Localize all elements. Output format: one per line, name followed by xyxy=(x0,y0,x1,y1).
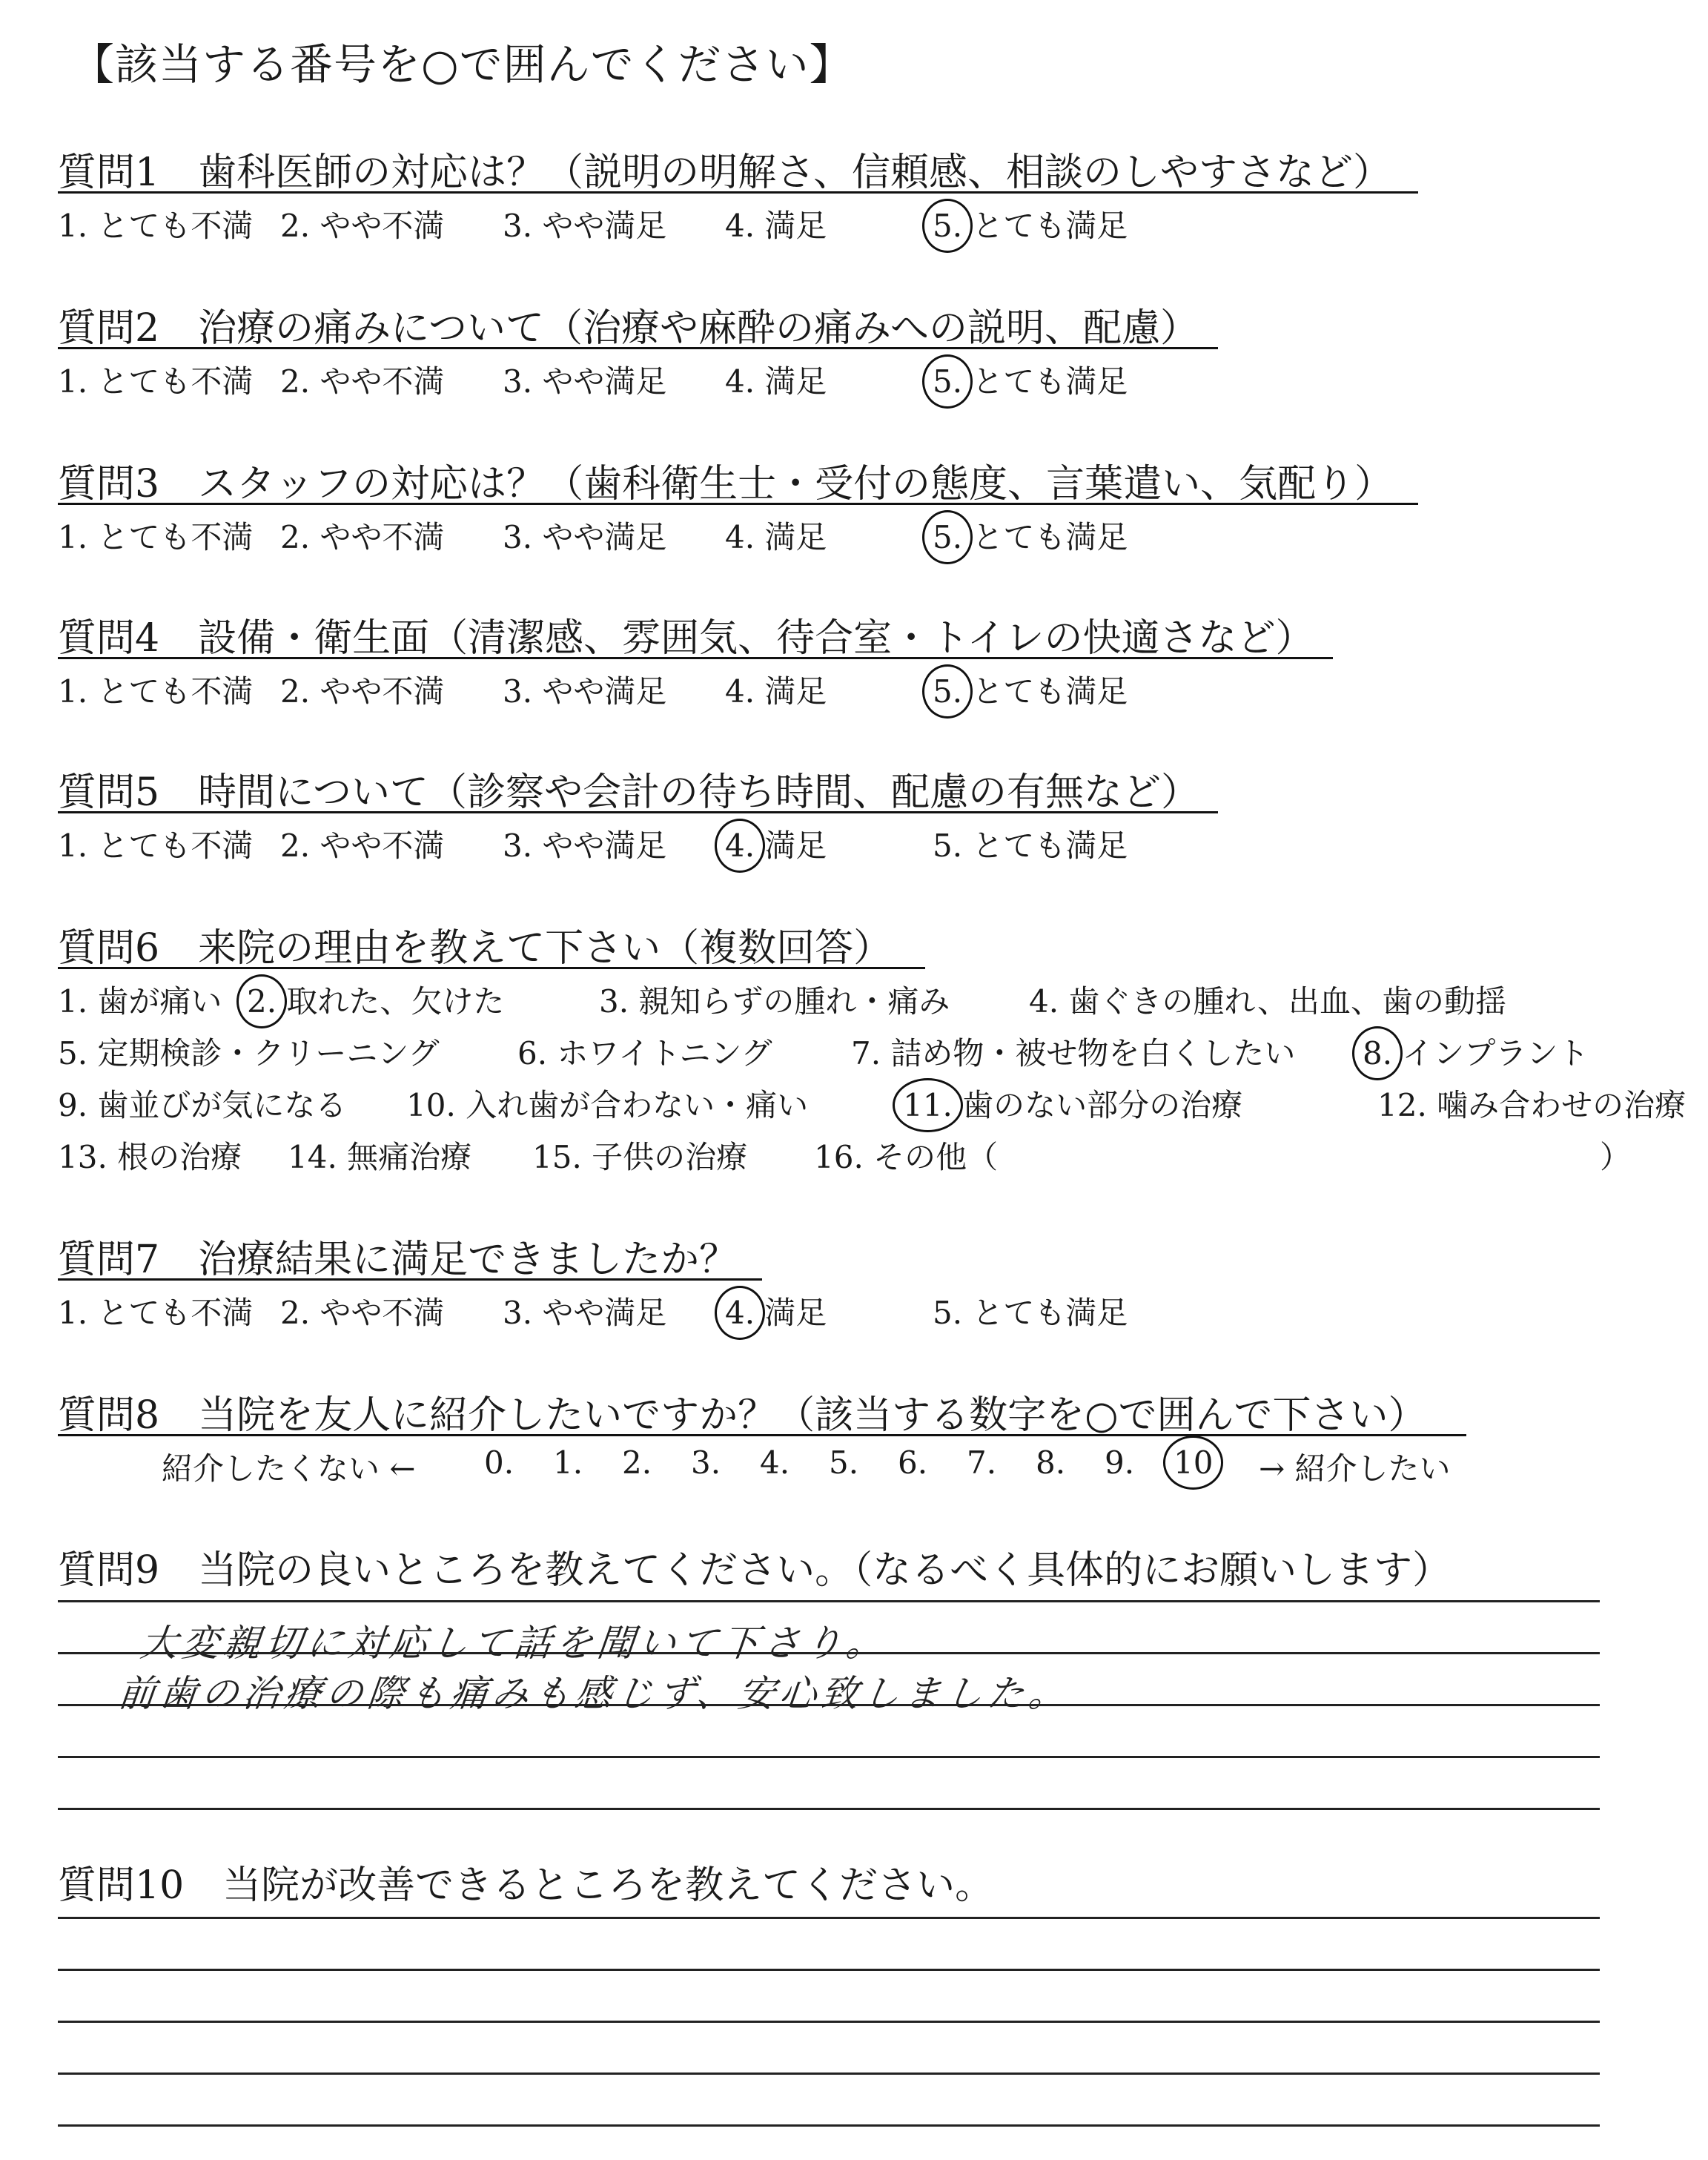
q4-option-5-number: 5. xyxy=(933,673,962,710)
q6-option-13[interactable] xyxy=(58,1133,242,1178)
q1-option-5-selected-circle xyxy=(922,199,973,253)
q6-option-8-number: 8. xyxy=(1363,1035,1392,1071)
q6-option-4-number: 4. xyxy=(1029,983,1059,1020)
q6-option-2-number: 2. xyxy=(247,983,277,1020)
q9-handwritten-answer-1: 大変親切に対応して話を聞いて下さり。 xyxy=(138,1622,890,1665)
q8-number-5-text: 5. xyxy=(829,1444,859,1481)
q5-option-4-label: 満足 xyxy=(755,828,827,864)
q4-option-2[interactable] xyxy=(280,667,444,712)
q6-option-16-label: その他（ xyxy=(863,1139,999,1175)
q6-option-13-label: 根の治療 xyxy=(107,1139,242,1175)
q8-underline xyxy=(58,1434,1466,1436)
q6-option-8[interactable] xyxy=(1363,1029,1589,1074)
q6-option-14-label: 無痛治療 xyxy=(337,1139,472,1175)
q7-option-4[interactable] xyxy=(725,1289,827,1333)
q3-option-1[interactable] xyxy=(58,513,253,558)
q10-title: 質問10 当院が改善できるところを教えてください。 xyxy=(58,1863,994,1908)
q6-option-11[interactable] xyxy=(903,1081,1242,1126)
q8-number-10-text: 10 xyxy=(1174,1444,1213,1481)
q6-option-7-label: 詰め物・被せ物を白くしたい xyxy=(881,1035,1296,1071)
q6-option-15-number: 15. xyxy=(532,1139,582,1175)
q6-option-2-selected-circle xyxy=(236,974,287,1028)
q4-option-4-number: 4. xyxy=(725,673,755,710)
q3-option-5-label: とても満足 xyxy=(962,519,1128,555)
q1-option-5[interactable] xyxy=(933,202,1128,246)
q2-option-2[interactable] xyxy=(280,357,444,402)
q5-option-2-number: 2. xyxy=(280,828,311,864)
q6-option-10-label: 入れ歯が合わない・痛い xyxy=(455,1087,809,1123)
q10-answer-line-1 xyxy=(58,1917,1600,1919)
q6-option-11-selected-circle xyxy=(893,1078,963,1132)
q1-option-3[interactable] xyxy=(503,202,666,246)
q7-option-4-number: 4. xyxy=(725,1295,755,1331)
q4-option-5[interactable] xyxy=(933,667,1128,712)
q2-option-5-selected-circle xyxy=(922,354,973,409)
q9-answer-line-4 xyxy=(58,1756,1600,1758)
q3-option-4-label: 満足 xyxy=(755,519,827,555)
q9-answer-line-1 xyxy=(58,1600,1600,1602)
q8-number-4-text: 4. xyxy=(760,1444,790,1481)
q8-number-8-text: 8. xyxy=(1036,1444,1066,1481)
q7-option-5[interactable] xyxy=(933,1289,1128,1333)
q5-option-5[interactable] xyxy=(933,822,1128,866)
q6-option-8-label: インプラント xyxy=(1392,1035,1589,1071)
q5-option-3-number: 3. xyxy=(503,828,533,864)
q8-selected-circle xyxy=(1163,1436,1223,1490)
q5-option-4-selected-circle xyxy=(715,819,765,873)
q2-option-4-label: 満足 xyxy=(755,363,827,400)
q6-option-15-label: 子供の治療 xyxy=(581,1139,748,1175)
q6-option-9-label: 歯並びが気になる xyxy=(87,1087,347,1123)
q2-option-4[interactable] xyxy=(725,357,827,402)
q5-option-1-number: 1. xyxy=(58,828,88,864)
q6-option-9[interactable] xyxy=(58,1081,346,1126)
q3-option-2-label: やや不満 xyxy=(310,519,445,555)
q6-option-16[interactable] xyxy=(814,1133,998,1178)
q10-answer-line-3 xyxy=(58,2021,1600,2023)
q6-option-12-label: 噛み合わせの治療 xyxy=(1426,1087,1687,1123)
q10-answer-line-5 xyxy=(58,2124,1600,2127)
q7-option-5-number: 5. xyxy=(933,1295,963,1331)
q7-option-1-label: とても不満 xyxy=(87,1295,254,1331)
q3-option-3-label: やや満足 xyxy=(532,519,667,555)
q1-option-2[interactable] xyxy=(280,202,444,246)
q4-option-4[interactable] xyxy=(725,667,827,712)
q5-option-4-number: 4. xyxy=(725,828,755,864)
q4-underline xyxy=(58,657,1333,659)
q6-option-9-number: 9. xyxy=(58,1087,88,1123)
q2-option-3[interactable] xyxy=(503,357,666,402)
q8-number-2-text: 2. xyxy=(622,1444,652,1481)
q1-option-5-label: とても満足 xyxy=(962,208,1128,244)
q6-option-14[interactable] xyxy=(288,1133,471,1178)
q2-option-5[interactable] xyxy=(933,357,1128,402)
q6-option-12[interactable] xyxy=(1377,1081,1686,1126)
q7-option-1-number: 1. xyxy=(58,1295,88,1331)
q1-option-1[interactable] xyxy=(58,202,253,246)
q6-option-5[interactable] xyxy=(58,1029,440,1074)
q3-option-5[interactable] xyxy=(933,513,1128,558)
q4-option-1[interactable] xyxy=(58,667,253,712)
q2-option-1[interactable] xyxy=(58,357,253,402)
q6-option-3-label: 親知らずの腫れ・痛み xyxy=(629,983,950,1020)
q8-number-1[interactable] xyxy=(553,1444,583,1481)
q7-option-3-label: やや満足 xyxy=(532,1295,667,1331)
q4-option-3-number: 3. xyxy=(503,673,533,710)
q8-number-9[interactable] xyxy=(1105,1444,1134,1481)
q8-right-label: → 紹介したい xyxy=(1259,1450,1451,1487)
q3-option-1-label: とても不満 xyxy=(87,519,254,555)
q8-left-label: 紹介したくない ← xyxy=(162,1450,416,1487)
q1-option-2-number: 2. xyxy=(280,208,311,244)
q6-option-3[interactable] xyxy=(599,977,950,1022)
q1-option-3-number: 3. xyxy=(503,208,533,244)
q8-number-0[interactable] xyxy=(484,1444,514,1481)
q4-option-2-label: やや不満 xyxy=(310,673,445,710)
q5-option-2[interactable] xyxy=(280,822,444,866)
q1-option-1-label: とても不満 xyxy=(87,208,254,244)
q6-underline xyxy=(58,967,925,969)
q1-option-4-number: 4. xyxy=(725,208,755,244)
q6-option-16-number: 16. xyxy=(814,1139,864,1175)
q8-number-3[interactable] xyxy=(691,1444,721,1481)
q8-title: 質問8 当院を友人に紹介したいですか？（該当する数字を○で囲んで下さい） xyxy=(58,1393,1427,1438)
q5-option-3-label: やや満足 xyxy=(532,828,667,864)
q8-number-6-text: 6. xyxy=(898,1444,928,1481)
q1-option-1-number: 1. xyxy=(58,208,88,244)
q3-title: 質問3 スタッフの対応は？（歯科衛生士・受付の態度、言葉遣い、気配り） xyxy=(58,462,1394,506)
q2-option-2-number: 2. xyxy=(280,363,311,400)
q6-option-10[interactable] xyxy=(406,1081,808,1126)
q4-option-5-label: とても満足 xyxy=(962,673,1128,710)
q5-option-4[interactable] xyxy=(725,822,827,866)
q6-option-2-label: 取れた、欠けた xyxy=(277,983,505,1020)
q6-option-5-label: 定期検診・クリーニング xyxy=(87,1035,440,1071)
q6-option-6-number: 6. xyxy=(517,1035,548,1071)
q1-option-5-number: 5. xyxy=(933,208,962,244)
q6-option-1-label: 歯が痛い xyxy=(87,983,222,1020)
q8-number-10[interactable] xyxy=(1174,1444,1213,1481)
q3-option-3[interactable] xyxy=(503,513,666,558)
q3-option-5-number: 5. xyxy=(933,519,962,555)
q8-number-3-text: 3. xyxy=(691,1444,721,1481)
q6-title: 質問6 来院の理由を教えて下さい（複数回答） xyxy=(58,926,893,971)
q2-title: 質問2 治療の痛みについて（治療や麻酔の痛みへの説明、配慮） xyxy=(58,306,1199,351)
q3-option-5-selected-circle xyxy=(922,510,973,564)
q2-option-1-number: 1. xyxy=(58,363,88,400)
q9-answer-line-5 xyxy=(58,1808,1600,1810)
q3-option-3-number: 3. xyxy=(503,519,533,555)
q7-option-3[interactable] xyxy=(503,1289,666,1333)
q8-number-1-text: 1. xyxy=(553,1444,583,1481)
q2-option-4-number: 4. xyxy=(725,363,755,400)
q7-option-5-label: とても満足 xyxy=(962,1295,1128,1331)
q6-option-4[interactable] xyxy=(1029,977,1506,1022)
q4-title: 質問4 設備・衛生面（清潔感、雰囲気、待合室・トイレの快適さなど） xyxy=(58,616,1314,661)
q10-answer-line-2 xyxy=(58,1969,1600,1971)
q7-option-2-number: 2. xyxy=(280,1295,311,1331)
q8-number-2[interactable] xyxy=(622,1444,652,1481)
q6-option-6[interactable] xyxy=(517,1029,772,1074)
q1-option-3-label: やや満足 xyxy=(532,208,667,244)
q6-option-7[interactable] xyxy=(851,1029,1295,1074)
q5-underline xyxy=(58,811,1218,813)
q6-option-2[interactable] xyxy=(247,977,504,1022)
q8-number-8[interactable] xyxy=(1036,1444,1065,1481)
q7-option-4-label: 満足 xyxy=(755,1295,827,1331)
q8-number-5[interactable] xyxy=(829,1444,858,1481)
q3-option-2-number: 2. xyxy=(280,519,311,555)
q3-option-4[interactable] xyxy=(725,513,827,558)
q4-option-5-selected-circle xyxy=(922,664,973,719)
q8-number-7-text: 7. xyxy=(967,1444,997,1481)
q4-option-1-number: 1. xyxy=(58,673,88,710)
q6-option-10-number: 10. xyxy=(406,1087,456,1123)
q5-option-2-label: やや不満 xyxy=(310,828,445,864)
q5-option-5-number: 5. xyxy=(933,828,963,864)
q9-title: 質問9 当院の良いところを教えてください。（なるべく具体的にお願いします） xyxy=(58,1548,1452,1593)
q8-number-9-text: 9. xyxy=(1105,1444,1135,1481)
q2-underline xyxy=(58,347,1218,349)
q1-option-4-label: 満足 xyxy=(755,208,827,244)
q3-option-1-number: 1. xyxy=(58,519,88,555)
q2-option-5-number: 5. xyxy=(933,363,962,400)
q5-option-3[interactable] xyxy=(503,822,666,866)
q6-option-13-number: 13. xyxy=(58,1139,107,1175)
q6-option-1-number: 1. xyxy=(58,983,88,1020)
q1-option-2-label: やや不満 xyxy=(310,208,445,244)
q4-option-3[interactable] xyxy=(503,667,666,712)
q2-option-2-label: やや不満 xyxy=(310,363,445,400)
q1-option-4[interactable] xyxy=(725,202,827,246)
q6-other-close-paren: ） xyxy=(1600,1139,1632,1175)
q2-option-1-label: とても不満 xyxy=(87,363,254,400)
q10-answer-line-4 xyxy=(58,2073,1600,2075)
q2-option-3-number: 3. xyxy=(503,363,533,400)
q7-option-2[interactable] xyxy=(280,1289,444,1333)
q6-option-6-label: ホワイトニング xyxy=(547,1035,772,1071)
q7-option-3-number: 3. xyxy=(503,1295,533,1331)
q2-option-3-label: やや満足 xyxy=(532,363,667,400)
q7-option-1[interactable] xyxy=(58,1289,253,1333)
q6-option-4-label: 歯ぐきの腫れ、出血、歯の動揺 xyxy=(1059,983,1506,1020)
q5-option-1-label: とても不満 xyxy=(87,828,254,864)
q6-options xyxy=(58,977,1689,1200)
q4-option-4-label: 満足 xyxy=(755,673,827,710)
q1-title: 質問1 歯科医師の対応は？（説明の明解さ、信頼感、相談のしやすさなど） xyxy=(58,151,1392,195)
q8-number-7[interactable] xyxy=(967,1444,996,1481)
q6-option-12-number: 12. xyxy=(1377,1087,1427,1123)
q3-option-2[interactable] xyxy=(280,513,444,558)
q3-underline xyxy=(58,503,1418,505)
q7-underline xyxy=(58,1278,762,1281)
q8-scale xyxy=(58,1444,1689,1496)
q6-option-11-label: 歯のない部分の治療 xyxy=(952,1087,1243,1123)
q4-option-1-label: とても不満 xyxy=(87,673,254,710)
q3-option-4-number: 4. xyxy=(725,519,755,555)
q5-title: 質問5 時間について（診察や会計の待ち時間、配慮の有無など） xyxy=(58,770,1200,815)
q6-option-15[interactable] xyxy=(532,1133,747,1178)
q8-number-0-text: 0. xyxy=(484,1444,514,1481)
q5-option-1[interactable] xyxy=(58,822,253,866)
q6-option-3-number: 3. xyxy=(599,983,629,1020)
q4-option-2-number: 2. xyxy=(280,673,311,710)
q6-option-7-number: 7. xyxy=(851,1035,881,1071)
q6-option-1[interactable] xyxy=(58,977,222,1022)
q6-option-8-selected-circle xyxy=(1352,1026,1403,1080)
page-heading: 【該当する番号を○で囲んでください】 xyxy=(71,39,853,90)
q7-title: 質問7 治療結果に満足できましたか？ xyxy=(58,1238,738,1282)
q7-option-4-selected-circle xyxy=(715,1286,765,1340)
q8-number-4[interactable] xyxy=(760,1444,790,1481)
q8-number-6[interactable] xyxy=(898,1444,927,1481)
q7-option-2-label: やや不満 xyxy=(310,1295,445,1331)
q6-option-14-number: 14. xyxy=(288,1139,337,1175)
q1-underline xyxy=(58,191,1418,194)
q6-option-11-number: 11. xyxy=(903,1087,953,1123)
q6-option-5-number: 5. xyxy=(58,1035,88,1071)
q5-option-5-label: とても満足 xyxy=(962,828,1128,864)
q4-option-3-label: やや満足 xyxy=(532,673,667,710)
q2-option-5-label: とても満足 xyxy=(962,363,1128,400)
q9-handwritten-answer-2: 前歯の治療の際も痛みも感じず、安心致しました。 xyxy=(116,1672,1073,1715)
